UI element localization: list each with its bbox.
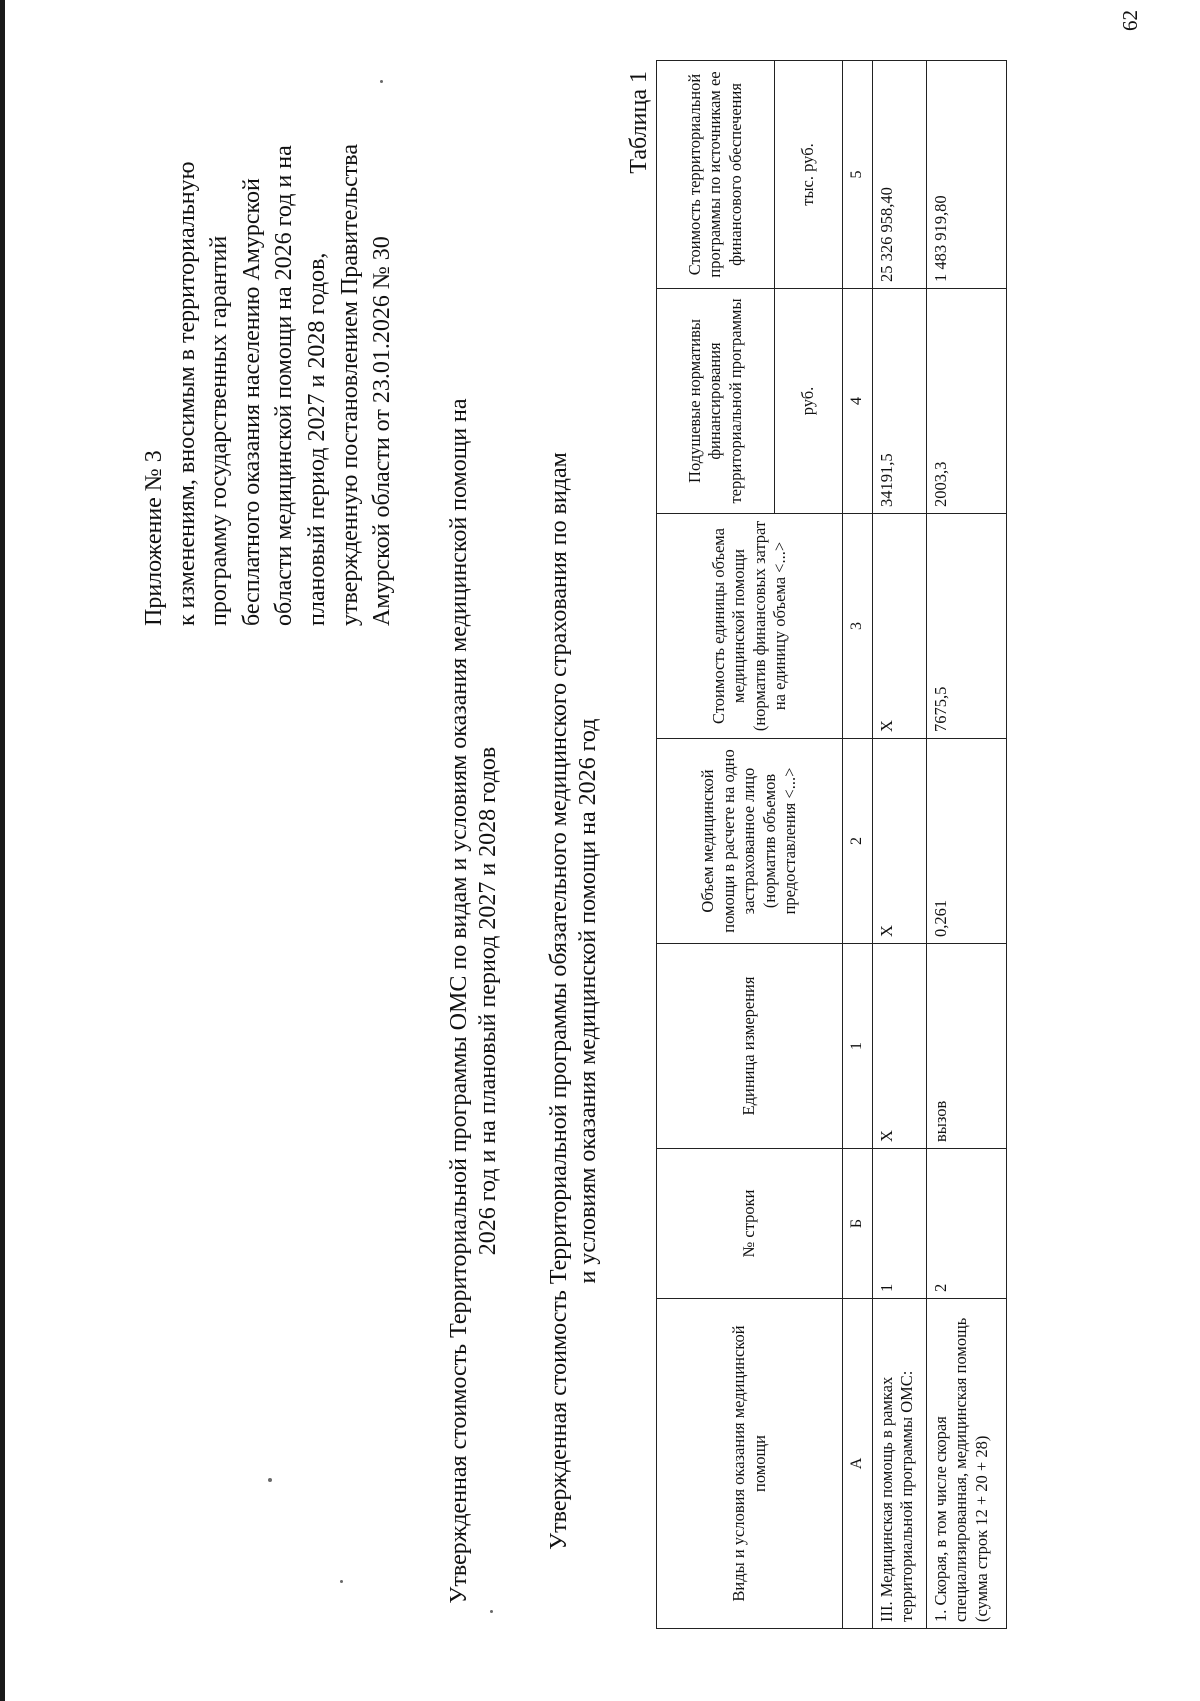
column-number: 4 — [843, 289, 873, 514]
header-volume: Объем медицинской помощи в расчете на одно застрахованное лицо (норматив объемов предоставления <...> — [657, 739, 843, 944]
appendix-line: области медицинской помощи на 2026 год и на — [271, 145, 298, 626]
cost-table — [656, 60, 1007, 1629]
header-types: Виды и условия оказания медицинской помощи — [657, 1299, 843, 1629]
appendix-note — [138, 26, 399, 626]
row-number: 2 — [926, 1149, 1006, 1299]
unit-thousand-rub: тыс. руб. — [775, 61, 843, 289]
row-unit: Х — [872, 944, 926, 1149]
row-volume: 0,261 — [926, 739, 1006, 944]
column-number: Б — [843, 1149, 873, 1299]
table-title — [545, 371, 603, 1631]
page-number: 62 — [1118, 10, 1142, 31]
row-per-capita: 2003,3 — [926, 289, 1006, 514]
row-total-cost: 1 483 919,80 — [926, 61, 1006, 289]
column-number: 3 — [843, 514, 873, 739]
row-volume: Х — [872, 739, 926, 944]
appendix-line: программу государственных гарантий — [206, 235, 233, 626]
header-unit: Единица измерения — [657, 944, 843, 1149]
column-number: 5 — [843, 61, 873, 289]
row-unit-cost: Х — [872, 514, 926, 739]
appendix-line: Приложение № 3 — [141, 450, 167, 626]
column-number: 1 — [843, 944, 873, 1149]
table-title-line: Утвержденная стоимость Территориальной программы обязательного медицинского страхования по видам — [546, 452, 572, 1550]
appendix-line: бесплатного оказания населению Амурской — [238, 178, 265, 626]
row-per-capita: 34191,5 — [872, 289, 926, 514]
header-total-cost: Стоимость территориальной программы по источникам ее финансового обеспечения — [657, 61, 775, 289]
row-unit: вызов — [926, 944, 1006, 1149]
header-per-capita: Подушевые нормативы финансирования территориальной программы — [657, 289, 775, 514]
document-title — [445, 371, 503, 1631]
appendix-line: плановый период 2027 и 2028 годов, — [303, 252, 330, 626]
table-title-line: и условиям оказания медицинской помощи на 2026 год — [575, 718, 601, 1284]
header-unit-cost: Стоимость единицы объема медицинской помощи (норматив финансовых затрат на единицу объема <...> — [657, 514, 843, 739]
appendix-line: Амурской области от 23.01.2026 № 30 — [369, 236, 396, 626]
row-total-cost: 25 326 958,40 — [872, 61, 926, 289]
appendix-line: к изменениям, вносимым в территориальную — [173, 161, 200, 626]
row-type: III. Медицинская помощь в рамках территориальной программы ОМС: — [872, 1299, 926, 1629]
document-title-line: 2026 год и на плановый период 2027 и 2028 годов — [475, 746, 501, 1256]
unit-rub: руб. — [775, 289, 843, 514]
column-number: А — [843, 1299, 873, 1629]
document-title-line: Утвержденная стоимость Территориальной программы ОМС по видам и условиям оказания медицинской помощи на — [446, 398, 472, 1604]
appendix-line: утвержденную постановлением Правительства — [336, 144, 363, 626]
column-number: 2 — [843, 739, 873, 944]
row-number: 1 — [872, 1149, 926, 1299]
table-caption: Таблица 1 — [626, 71, 652, 174]
row-type: 1. Скорая, в том числе скорая специализированная, медицинская помощь (сумма строк 12 + 20 + 28) — [926, 1299, 1006, 1629]
row-unit-cost: 7675,5 — [926, 514, 1006, 739]
header-row-number: № строки — [657, 1149, 843, 1299]
